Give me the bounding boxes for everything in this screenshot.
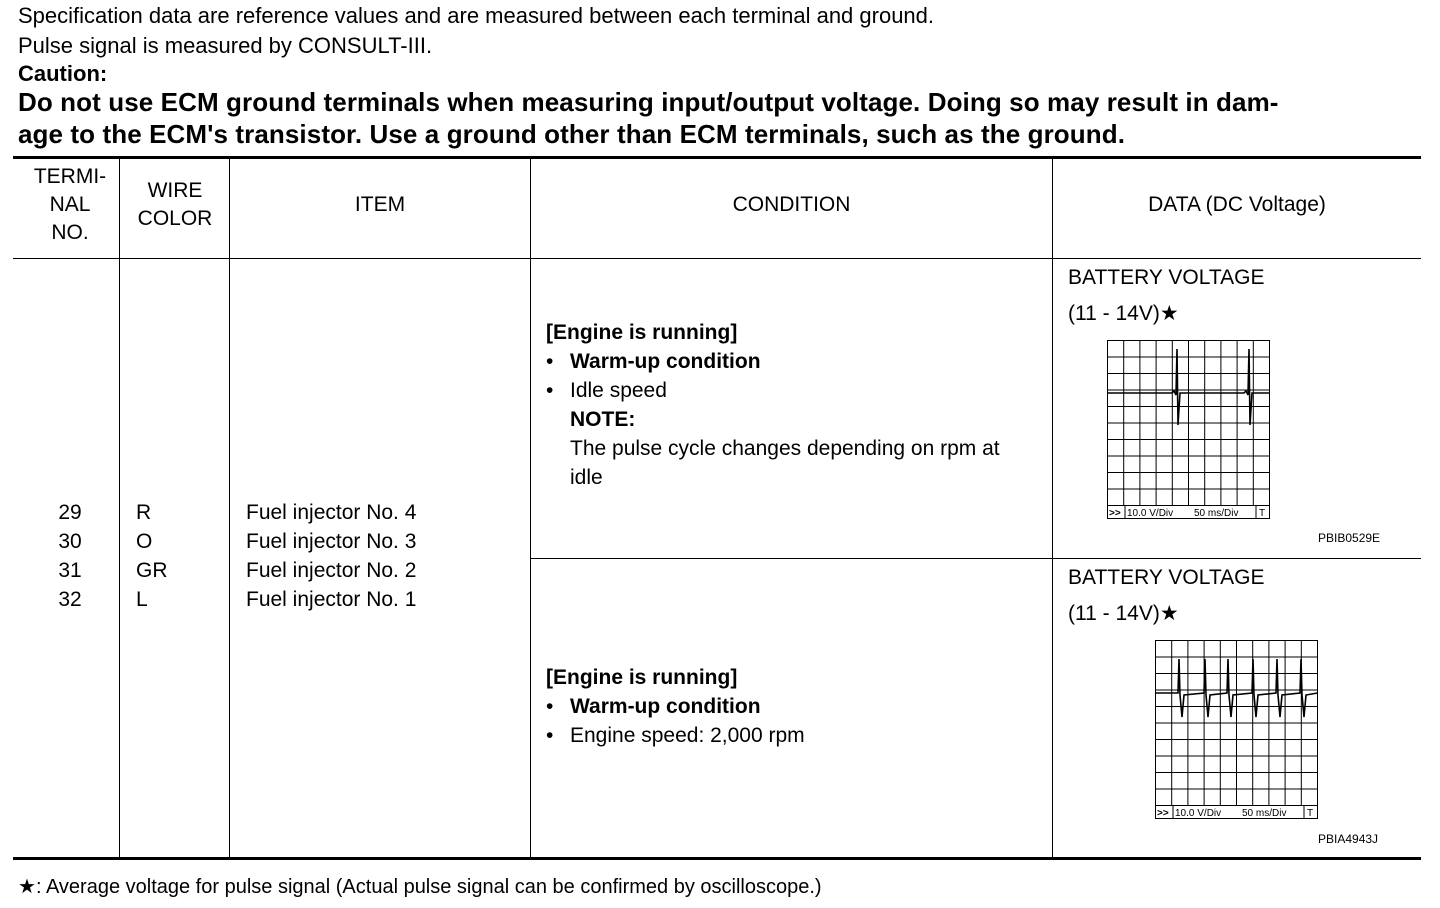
header-data: DATA (DC Voltage) xyxy=(1148,193,1326,216)
condition-warmup: Warm-up condition xyxy=(570,695,761,718)
caution-text-line1: Do not use ECM ground terminals when measuring input/output voltage. Doing so may result in dam- xyxy=(18,87,1279,117)
note-text-line1: The pulse cycle changes depending on rpm at xyxy=(570,437,1000,460)
col-divider-3 xyxy=(530,159,531,857)
condition-warmup: Warm-up condition xyxy=(570,350,761,373)
star-icon: ★ xyxy=(1159,302,1179,325)
star-icon: ★ xyxy=(1159,602,1179,625)
item-name: Fuel injector No. 1 xyxy=(246,588,417,611)
pulse-note: Pulse signal is measured by CONSULT-III. xyxy=(18,33,433,58)
wire-color: GR xyxy=(136,559,168,582)
wire-color: R xyxy=(136,501,152,524)
footnote xyxy=(18,874,822,899)
header-terminal: TERMI- NAL NO. xyxy=(33,165,107,244)
star-icon: ★ xyxy=(18,876,36,898)
scope-trigger: T xyxy=(1259,508,1266,519)
row-divider xyxy=(530,558,1421,559)
bullet-icon: • xyxy=(546,695,554,718)
scope-arrow-icon: >> xyxy=(1157,808,1169,819)
scope-time-div: 50 ms/Div xyxy=(1242,808,1287,819)
terminal-no: 29 xyxy=(58,501,82,524)
note-label: NOTE: xyxy=(570,408,636,431)
wire-color-list xyxy=(136,498,168,614)
scope-volt-div: 10.0 V/Div xyxy=(1175,808,1222,819)
condition-heading: [Engine is running] xyxy=(546,321,738,344)
header-item: ITEM xyxy=(354,193,406,216)
col-divider-4 xyxy=(1052,159,1053,857)
bullet-icon: • xyxy=(546,724,554,747)
condition-heading: [Engine is running] xyxy=(546,666,738,689)
data-range-1: (11 - 14V)★ xyxy=(1068,302,1179,325)
wire-color: O xyxy=(136,530,153,553)
data-label-2: BATTERY VOLTAGE xyxy=(1068,566,1265,589)
table-bottom-rule xyxy=(13,857,1421,860)
header-wire-color: WIRE COLOR xyxy=(137,179,213,230)
item-list xyxy=(246,498,416,614)
col-divider-2 xyxy=(229,159,230,857)
header-divider xyxy=(13,258,1421,259)
terminal-list xyxy=(20,498,120,614)
scope-time-div: 50 ms/Div xyxy=(1194,508,1239,519)
note-text-line2: idle xyxy=(570,466,603,489)
spec-note: Specification data are reference values and are measured between each terminal and ground. xyxy=(18,3,935,28)
data-range-2: (11 - 14V)★ xyxy=(1068,602,1179,625)
bullet-icon: • xyxy=(546,379,554,402)
item-name: Fuel injector No. 4 xyxy=(246,501,417,524)
wire-color: L xyxy=(136,588,148,611)
figure-code-2: PBIA4943J xyxy=(1318,832,1379,846)
bullet-icon: • xyxy=(546,350,554,373)
terminal-no: 31 xyxy=(58,559,82,582)
table-top-rule xyxy=(13,156,1421,159)
condition-idle xyxy=(546,318,1000,492)
item-name: Fuel injector No. 3 xyxy=(246,530,417,553)
data-label-1: BATTERY VOLTAGE xyxy=(1068,266,1265,289)
caution-text-line2: age to the ECM's transistor. Use a ground other than ECM terminals, such as the ground. xyxy=(18,119,1126,149)
scope-arrow-icon: >> xyxy=(1109,508,1121,519)
oscilloscope-waveform-2000rpm xyxy=(1154,639,1320,821)
scope-trigger: T xyxy=(1307,808,1314,819)
footnote-text: : Average voltage for pulse signal (Actual pulse signal can be confirmed by oscilloscope.) xyxy=(35,876,822,898)
terminal-no: 30 xyxy=(58,530,82,553)
scope-volt-div: 10.0 V/Div xyxy=(1127,508,1174,519)
oscilloscope-waveform-idle xyxy=(1106,339,1272,521)
header-condition: CONDITION xyxy=(732,193,851,216)
terminal-no: 32 xyxy=(58,588,82,611)
figure-code-1: PBIB0529E xyxy=(1318,531,1381,545)
caution-label: Caution: xyxy=(18,61,108,86)
condition-idle-speed: Idle speed xyxy=(570,379,667,402)
item-name: Fuel injector No. 2 xyxy=(246,559,417,582)
condition-engine-speed: Engine speed: 2,000 rpm xyxy=(570,724,805,747)
condition-2000rpm xyxy=(546,663,805,750)
